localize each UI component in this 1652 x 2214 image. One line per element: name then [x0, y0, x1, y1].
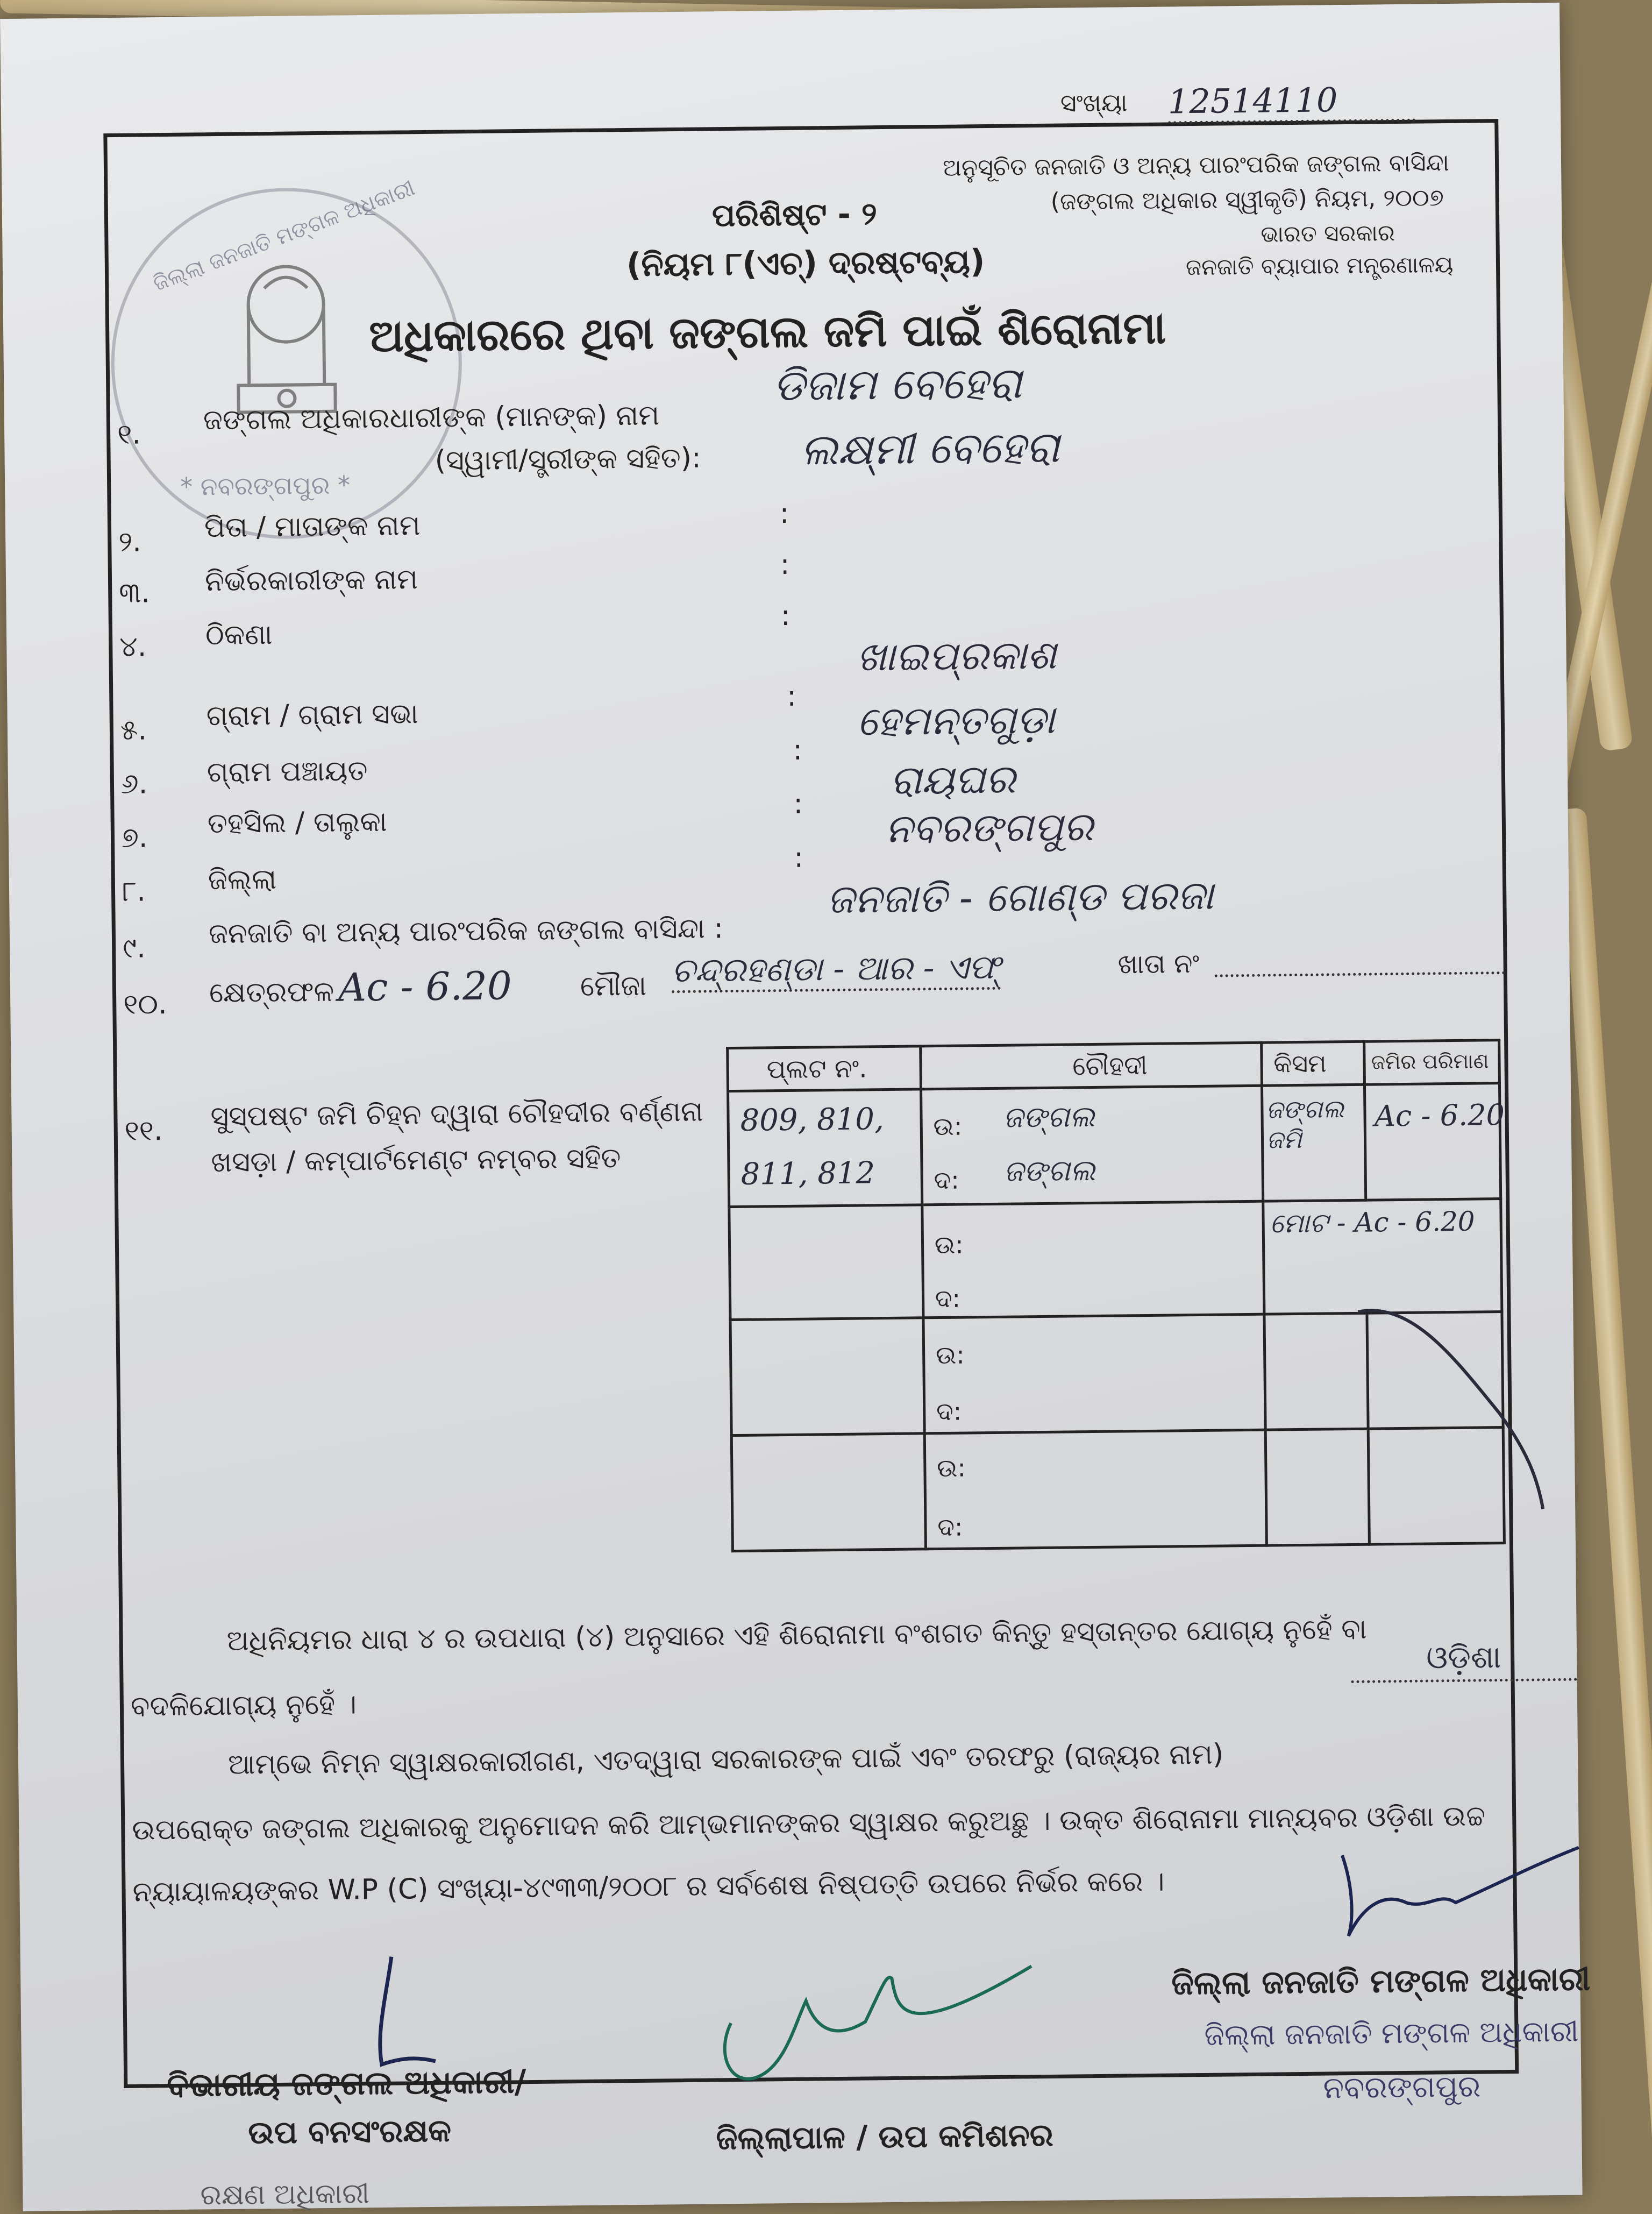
- land-amount-value: Ac - 6.20: [1374, 1097, 1505, 1133]
- field-label-parent: ପିତା / ମାତାଙ୍କ ନାମ: [204, 509, 421, 544]
- header-plot-no: ପ୍ଲଟ ନଂ.: [766, 1053, 867, 1085]
- rule-reference: (ନିୟମ ୮(ଏଚ୍) ଦ୍ରଷ୍ଟବ୍ୟ): [626, 243, 985, 285]
- state-name-value: ଓଡ଼ିଶା: [1426, 1638, 1501, 1676]
- act-line-1: ଅନୁସୂଚିତ ଜନଜାତି ଓ ଅନ୍ୟ ପାରଂପରିକ ଜଙ୍ଗଲ ବାସିନ୍ଦା: [942, 148, 1449, 182]
- act-line-3: ଭାରତ ସରକାର: [1261, 219, 1395, 247]
- field-number: ୫.: [120, 714, 147, 747]
- field-label-boundary: ସୁସ୍ପଷ୍ଟ ଜମି ଚିହ୍ନ ଦ୍ୱାରା ଚୌହଦୀର ବର୍ଣ୍ଣନା: [210, 1095, 703, 1133]
- field-number: ୯.: [122, 932, 146, 964]
- serial-number: 12514110: [1167, 80, 1415, 124]
- declaration-line-1: ଅଧିନିୟମର ଧାରା ୪ ର ଉପଧାରା (୪) ଅନୁସାରେ ଏହି ଶିରୋନାମା ବଂଶଗତ କିନ୍ତୁ ହସ୍ତାନ୍ତର ଯୋଗ୍ୟ ନୁହେଁ ବା: [226, 1613, 1367, 1657]
- field-label-compartment: ଖସଡ଼ା / କମ୍ପାର୍ଟମେଣ୍ଟ ନମ୍ବର ସହିତ: [211, 1142, 621, 1179]
- field-label-panchayat: ଗ୍ରାମ ପଞ୍ଚାୟତ: [206, 755, 368, 789]
- plot-number-2: 811, 812: [740, 1155, 875, 1192]
- field-colon: :: [794, 841, 804, 874]
- act-line-2: (ଜଙ୍ଗଲ ଅଧିକାର ସ୍ୱୀକୃତି) ନିୟମ, ୨୦୦୭: [1050, 184, 1444, 216]
- field-number: ୧.: [117, 418, 141, 451]
- field-number: ୭.: [121, 821, 148, 854]
- field-label-tribe: ଜନଜାତି ବା ଅନ୍ୟ ପାରଂପରିକ ଜଙ୍ଗଲ ବାସିନ୍ଦା :: [208, 912, 724, 950]
- field-number: ୮.: [122, 875, 146, 908]
- holder-name-value: ଡିଜାମ ବେହେରା: [772, 358, 1022, 411]
- signatory-left-line-3: ରକ୍ଷଣ ଅଧିକାରୀ: [200, 2177, 370, 2212]
- signatory-center: ଜିଲ୍ଲାପାଳ / ଉପ କମିଶନର: [716, 2116, 1054, 2157]
- village-value: ଖାଇପ୍ରକାଶ: [856, 631, 1057, 680]
- field-number: ୪.: [119, 630, 147, 663]
- south-prefix: ଦ:: [934, 1165, 959, 1195]
- field-label-dependents: ନିର୍ଭରକାରୀଙ୍କ ନାମ: [204, 563, 418, 598]
- area-value: Ac - 6.20: [338, 963, 512, 1010]
- field-colon: :: [780, 599, 791, 633]
- north-prefix: ଉ:: [933, 1111, 963, 1141]
- north-prefix: ଉ:: [935, 1340, 965, 1370]
- khata-label: ଖାତା ନଂ: [1117, 947, 1200, 980]
- table-header-row: [728, 1040, 1500, 1091]
- south-prefix: ଦ:: [936, 1396, 962, 1427]
- district-value: ନବରଙ୍ଗପୁର: [885, 803, 1094, 853]
- field-label-spouse: (ସ୍ୱାମୀ/ସ୍ତ୍ରୀଙ୍କ ସହିତ):: [435, 442, 701, 477]
- serial-label: ସଂଖ୍ୟା: [1060, 88, 1128, 118]
- field-colon: :: [787, 680, 797, 713]
- field-colon: :: [779, 497, 789, 530]
- signature-forest-officer: [343, 1950, 463, 2081]
- field-number: ୧୧.: [124, 1115, 163, 1147]
- kisam-value: ଜଙ୍ଗଲ ଜମି: [1265, 1094, 1344, 1154]
- page-title: ଅଧିକାରରେ ଥିବା ଜଙ୍ଗଲ ଜମି ପାଇଁ ଶିରୋନାମା: [368, 302, 1166, 363]
- field-label-village: ଗ୍ରାମ / ଗ୍ରାମ ସଭା: [206, 698, 419, 733]
- signatory-right-line-1: ଜିଲ୍ଲା ଜନଜାତି ମଙ୍ଗଳ ଅଧିକାରୀ: [1171, 1960, 1591, 2003]
- panchayat-value: ହେମନ୍ତଗୁଡ଼ା: [857, 696, 1056, 745]
- table-row: [728, 1083, 1501, 1207]
- tribe-value: ଜନଜାତି - ଗୋଣ୍ଡ ପରଜା: [826, 872, 1214, 923]
- mouza-value: ଚନ୍ଦ୍ରହଣ୍ଡା - ଆର - ଏଫ୍: [671, 947, 1001, 993]
- total-area-value: ମୋଟ - Ac - 6.20: [1269, 1205, 1475, 1239]
- field-colon: :: [793, 734, 803, 767]
- field-number: ୬.: [120, 768, 148, 800]
- north-boundary: ଜଙ୍ଗଲ: [1002, 1099, 1095, 1134]
- signatory-right-stamp-2: ନବରଙ୍ଗପୁର: [1323, 2069, 1481, 2106]
- cancel-stroke: [1347, 1293, 1586, 1522]
- field-label-holder-name: ଜଙ୍ଗଲ ଅଧିକାରଧାରୀଙ୍କ (ମାନଙ୍କ) ନାମ: [203, 399, 660, 437]
- tahasil-value: ରାୟଘର: [889, 756, 1016, 804]
- stamp-bottom-text: * ନବରଙ୍ଗପୁର *: [180, 470, 351, 501]
- stamp-ring-text: ଜିଲ୍ଲା ଜନଜାତି ମଙ୍ଗଳ ଅଧିକାରୀ: [149, 175, 418, 296]
- field-number: ୩.: [118, 577, 150, 609]
- north-prefix: ଉ:: [936, 1453, 966, 1483]
- signatory-left-line-1: ବିଭାଗୀୟ ଜଙ୍ଗଲ ଅଧିକାରୀ/: [166, 2063, 526, 2105]
- field-label-district: ଜିଲ୍ଲା: [208, 863, 277, 897]
- spouse-name-value: ଲକ୍ଷ୍ମୀ ବେହେରା: [800, 422, 1060, 475]
- declaration-line-5: ନ୍ୟାୟାଳୟଙ୍କର W.P (C) ସଂଖ୍ୟା-୪୯୩୩/୨୦୦୮ ର ସର୍ବଶେଷ ନିଷ୍ପତ୍ତି ଉପରେ ନିର୍ଭର କରେ ।: [132, 1865, 1165, 1908]
- title-document: [0, 3, 1591, 2212]
- field-colon: :: [793, 787, 803, 820]
- declaration-line-2: ବଦଳିଯୋଗ୍ୟ ନୁହେଁ ।: [130, 1688, 357, 1723]
- signature-collector: [709, 1955, 1044, 2098]
- south-boundary: ଜଙ୍ଗଲ: [1003, 1153, 1096, 1188]
- field-label-address: ଠିକଣା: [205, 618, 273, 652]
- field-label-area: କ୍ଷେତ୍ରଫଳ: [209, 975, 334, 1010]
- north-prefix: ଉ:: [934, 1230, 964, 1260]
- act-line-4: ଜନଜାତି ବ୍ୟାପାର ମନ୍ତ୍ରଣାଳୟ: [1185, 251, 1454, 281]
- header-boundary: ଚୌହଦୀ: [1072, 1050, 1148, 1082]
- header-land-amount: ଜମିର ପରିମାଣ: [1371, 1049, 1489, 1074]
- declaration-line-3: ଆମ୍ଭେ ନିମ୍ନ ସ୍ୱାକ୍ଷରକାରୀଗଣ, ଏତଦ୍ୱାରା ସରକାରଙ୍କ ପାଇଁ ଏବଂ ତରଫରୁ (ରାଜ୍ୟର ନାମ): [227, 1738, 1224, 1781]
- annex-label: ପରିଶିଷ୍ଟ - ୨: [711, 195, 878, 234]
- field-number: ୧୦.: [123, 988, 167, 1021]
- mouza-label: ମୌଜା: [580, 969, 647, 1003]
- south-prefix: ଦ:: [935, 1283, 961, 1314]
- declaration-line-4: ଉପରୋକ୍ତ ଜଙ୍ଗଲ ଅଧିକାରକୁ ଅନୁମୋଦନ କରି ଆମ୍ଭମାନଙ୍କର ସ୍ୱାକ୍ଷର କରୁଅଛୁ । ଉକ୍ତ ଶିରୋନାମା ମାନ୍ୟବର ଓଡ଼ିଶା ଉଚ୍ଚ: [132, 1800, 1486, 1847]
- field-colon: :: [780, 548, 790, 581]
- field-label-tahasil: ତହସିଲ / ତାଲୁକା: [207, 805, 388, 840]
- signatory-right-stamp-1: ଜିଲ୍ଲା ଜନଜାତି ମଙ୍ଗଳ ଅଧିକାରୀ: [1204, 2014, 1579, 2052]
- plot-number: 809, 810,: [740, 1102, 885, 1138]
- signature-tribal-officer: [1331, 1842, 1591, 1947]
- header-kisam: କିସମ: [1273, 1048, 1327, 1078]
- signatory-left-line-2: ଉପ ବନସଂରକ୍ଷକ: [247, 2112, 452, 2151]
- field-number: ୨.: [118, 526, 142, 558]
- south-prefix: ଦ:: [937, 1512, 963, 1542]
